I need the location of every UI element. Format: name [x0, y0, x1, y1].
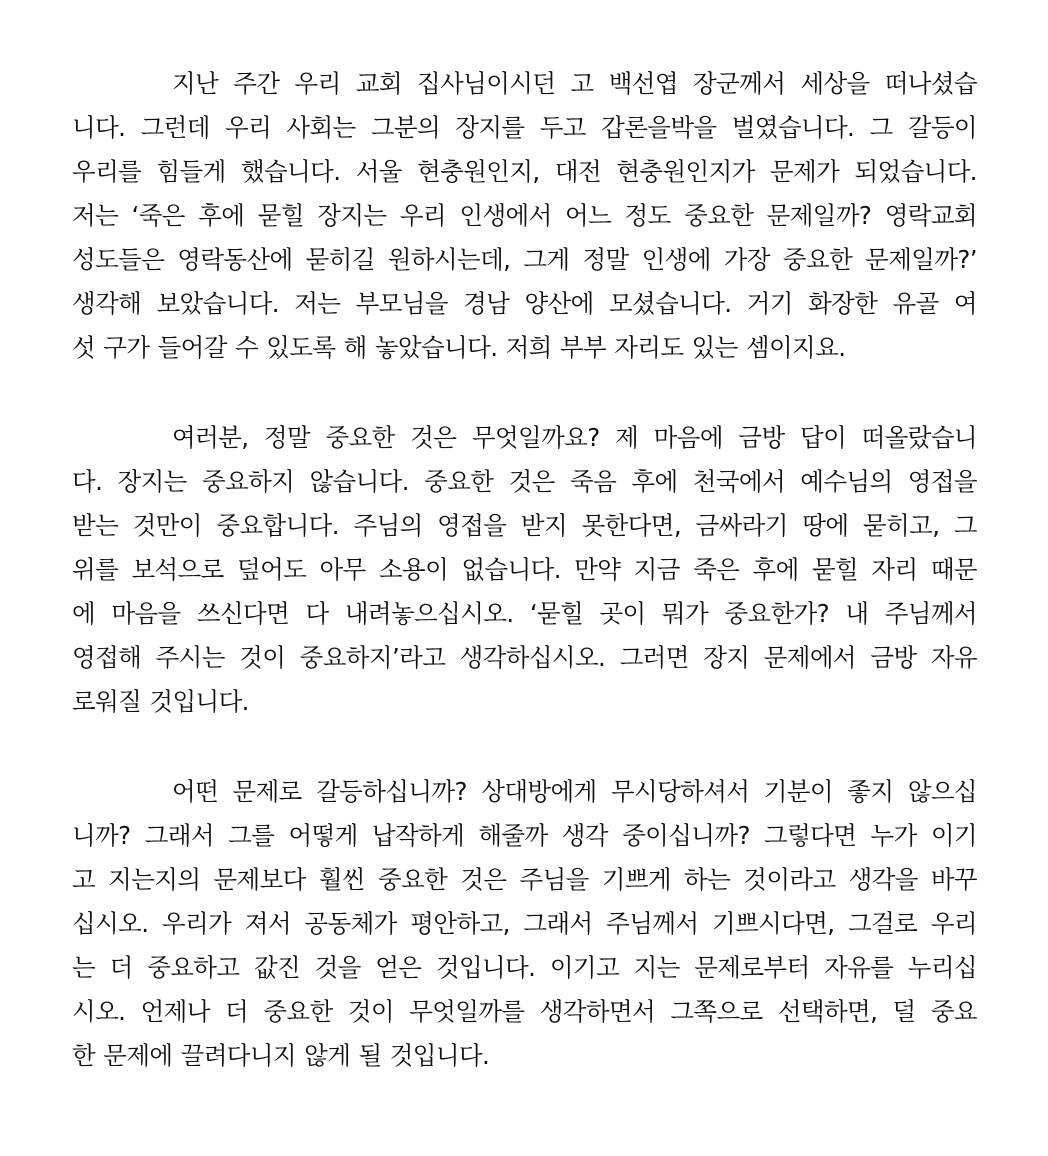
text-line: 고 지는지의 문제보다 훨씬 중요한 것은 주님을 기쁘게 하는 것이라고 생각을 바꾸	[72, 865, 977, 894]
text-line: 니까? 그래서 그를 어떻게 납작하게 해줄까 생각 중이십니까? 그렇다면 누가 이기	[72, 821, 977, 850]
text-line: 우리를 힘들게 했습니다. 서울 현충원인지, 대전 현충원인지가 문제가 되었습니다.	[72, 157, 977, 186]
text-line: 위를 보석으로 덮어도 아무 소용이 없습니다. 만약 지금 죽은 후에 묻힐 자리 때문	[72, 555, 977, 584]
document-page	[72, 62, 977, 1124]
text-line: 받는 것만이 중요합니다. 주님의 영접을 받지 못한다면, 금싸라기 땅에 묻히고, 그	[72, 511, 977, 540]
text-line: 섯 구가 들어갈 수 있도록 해 놓았습니다. 저희 부부 자리도 있는 셈이지요.	[72, 333, 846, 362]
text-line: 한 문제에 끌려다니지 않게 될 것입니다.	[72, 1041, 490, 1070]
text-line: 시오. 언제나 더 중요한 것이 무엇일까를 생각하면서 그쪽으로 선택하면, 덜 중요	[72, 997, 977, 1026]
text-line: 성도들은 영락동산에 묻히길 원하시는데, 그게 정말 인생에 가장 중요한 문제일까?’	[72, 245, 977, 274]
paragraph-2	[72, 416, 977, 724]
text-line: 에 마음을 쓰신다면 다 내려놓으십시오. ‘묻힐 곳이 뭐가 중요한가? 내 주님께서	[72, 599, 977, 628]
text-line: 는 더 중요하고 값진 것을 얻은 것입니다. 이기고 지는 문제로부터 자유를 누리십	[72, 953, 977, 982]
text-line: 생각해 보았습니다. 저는 부모님을 경남 양산에 모셨습니다. 거기 화장한 유골 여	[72, 289, 977, 318]
text-line: 영접해 주시는 것이 중요하지’라고 생각하십시오. 그러면 장지 문제에서 금방 자유	[72, 643, 977, 672]
text-line: 니다. 그런데 우리 사회는 그분의 장지를 두고 갑론을박을 벌였습니다. 그 갈등이	[72, 113, 977, 142]
paragraph-1	[72, 62, 977, 370]
text-line: 저는 ‘죽은 후에 묻힐 장지는 우리 인생에서 어느 정도 중요한 문제일까? 영락교회	[72, 201, 977, 230]
text-line: 지난 주간 우리 교회 집사님이시던 고 백선엽 장군께서 세상을 떠나셨습	[172, 69, 977, 98]
text-line: 십시오. 우리가 져서 공동체가 평안하고, 그래서 주님께서 기쁘시다면, 그걸로 우리	[72, 909, 977, 938]
text-line: 로워질 것입니다.	[72, 687, 249, 716]
text-line: 다. 장지는 중요하지 않습니다. 중요한 것은 죽음 후에 천국에서 예수님의 영접을	[72, 467, 977, 496]
text-line: 어떤 문제로 갈등하십니까? 상대방에게 무시당하셔서 기분이 좋지 않으십	[172, 777, 977, 806]
text-line: 여러분, 정말 중요한 것은 무엇일까요? 제 마음에 금방 답이 떠올랐습니	[172, 423, 977, 452]
paragraph-3	[72, 770, 977, 1078]
